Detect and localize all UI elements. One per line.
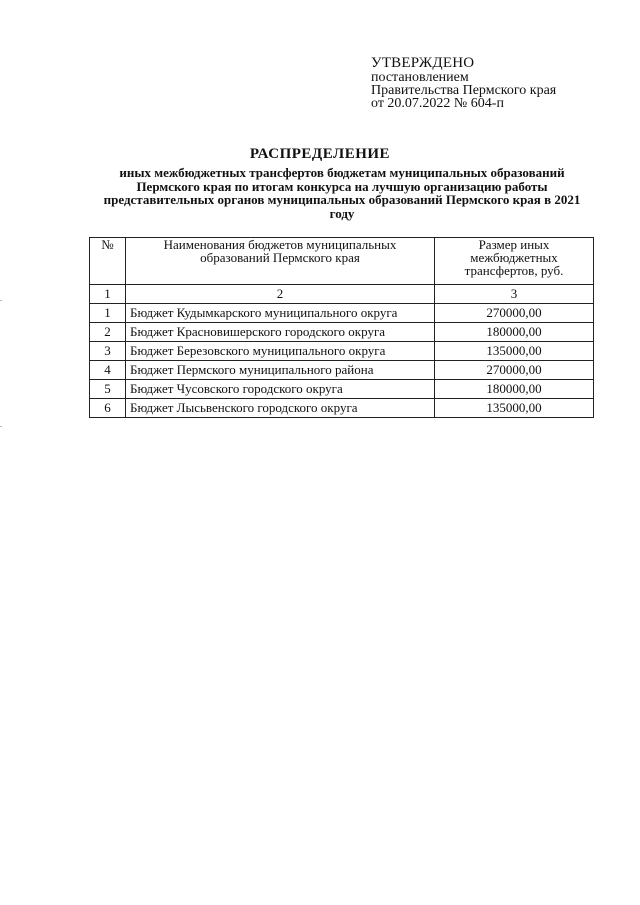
approval-stamp — [371, 55, 621, 110]
transfer-amount: 135000,00 — [435, 399, 594, 418]
column-index: 2 — [126, 285, 435, 304]
approval-line: постановлением — [371, 70, 469, 85]
table-header-row — [90, 238, 594, 285]
budget-name: Бюджет Березовского муниципального округа — [126, 342, 435, 361]
row-number: 4 — [90, 361, 126, 380]
table-row — [90, 342, 594, 361]
column-index-row — [90, 285, 594, 304]
row-number: 3 — [90, 342, 126, 361]
table-row — [90, 304, 594, 323]
scan-margin-mark — [0, 426, 2, 427]
transfer-amount: 180000,00 — [435, 323, 594, 342]
table-row — [90, 399, 594, 418]
distribution-table — [89, 237, 594, 418]
scan-margin-mark — [0, 300, 2, 301]
header-number: № — [90, 238, 126, 285]
budget-name: Бюджет Лысьвенского городского округа — [126, 399, 435, 418]
document-subtitle: иных межбюджетных трансфертов бюджетам муниципальных образований Пермского края по итогам конкурса на лучшую организацию работы представительных органов муниципальных образований Пермского края в 2021 году — [103, 165, 581, 221]
document-title: РАСПРЕДЕЛЕНИЕ — [249, 146, 391, 162]
transfer-amount: 135000,00 — [435, 342, 594, 361]
budget-name: Бюджет Красновишерского городского округа — [126, 323, 435, 342]
budget-name: Бюджет Чусовского городского округа — [126, 380, 435, 399]
column-index: 1 — [90, 285, 126, 304]
row-number: 1 — [90, 304, 126, 323]
table-row — [90, 323, 594, 342]
budget-name: Бюджет Кудымкарского муниципального округа — [126, 304, 435, 323]
approval-line: Правительства Пермского края — [371, 83, 557, 98]
table-row — [90, 361, 594, 380]
budget-name: Бюджет Пермского муниципального района — [126, 361, 435, 380]
transfer-amount: 270000,00 — [435, 361, 594, 380]
approval-date-line: от 20.07.2022 № 604-п — [371, 96, 504, 111]
table-row — [90, 380, 594, 399]
header-budget-name: Наименования бюджетов муниципальных образований Пермского края — [126, 238, 435, 285]
row-number: 2 — [90, 323, 126, 342]
transfer-amount: 270000,00 — [435, 304, 594, 323]
approval-heading: УТВЕРЖДЕНО — [371, 55, 475, 71]
row-number: 6 — [90, 399, 126, 418]
row-number: 5 — [90, 380, 126, 399]
header-amount: Размер иных межбюджетных трансфертов, руб. — [435, 238, 594, 285]
column-index: 3 — [435, 285, 594, 304]
transfer-amount: 180000,00 — [435, 380, 594, 399]
